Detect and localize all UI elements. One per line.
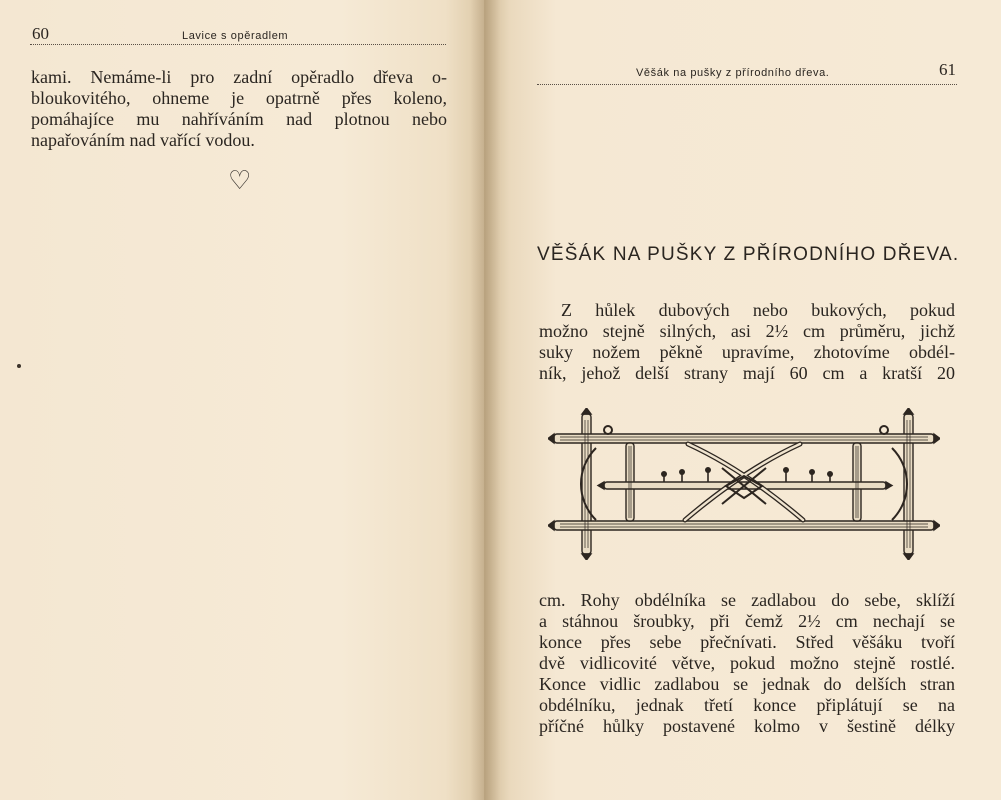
text-line: pomáhajíce mu nahříváním nad plotnou nebo: [31, 109, 447, 129]
text-line: ník, jehož delší strany mají 60 cm a kratší 20: [539, 363, 955, 383]
text-line: napařováním nad vařící vodou.: [31, 130, 255, 150]
text-line: možno stejně silných, asi 2½ cm průměru, jichž: [539, 321, 955, 341]
ink-speck: [17, 364, 21, 368]
text-line: bloukovitého, ohneme je opatrně přes koleno,: [31, 88, 447, 108]
right-page-number: 61: [939, 60, 956, 79]
bottom-rail: [554, 521, 934, 530]
right-running-title-wrap: [636, 64, 829, 80]
text-line: obdélníku, jednak třetí konce připlátují se na: [539, 695, 955, 715]
text-line: a stáhnou šroubky, při čemž 2½ cm nechají se: [539, 611, 955, 631]
right-running-title: Věšák na pušky z přírodního dřeva.: [636, 67, 830, 79]
text-line: dvě vidlicovité větve, pokud možno stejně rostlé.: [539, 653, 955, 673]
text-line: cm. Rohy obdélníka se zadlabou do sebe, sklíží: [539, 590, 955, 610]
text-line: suky nožem pěkně upravíme, zhotovíme obdél-: [539, 342, 955, 362]
gun-rack-illustration: [548, 408, 940, 560]
right-header-rule: [537, 84, 957, 85]
left-header-rule: [30, 44, 446, 45]
top-rail: [554, 434, 934, 443]
left-paragraph: [31, 67, 447, 151]
chapter-heading: VĚŠÁK NA PUŠKY Z PŘÍRODNÍHO DŘEVA.: [537, 244, 960, 265]
left-running-title-wrap: [182, 27, 288, 43]
text-line: kami. Nemáme-li pro zadní opěradlo dřeva o-: [31, 67, 447, 87]
right-paragraph-2: [539, 590, 955, 737]
left-page-number: 60: [32, 24, 49, 43]
left-running-title: Lavice s opěradlem: [182, 30, 289, 42]
left-page: [0, 0, 484, 800]
right-paragraph-1: [539, 300, 955, 384]
left-running-head: [32, 24, 49, 44]
heart-ornament-icon: ♡: [228, 166, 252, 196]
text-line: Konce vidlic zadlabou se jednak do delších stran: [539, 674, 955, 694]
text-line: Z hůlek dubových nebo bukových, pokud: [561, 300, 955, 320]
text-line: konce přes sebe přečnívati. Střed věšáku tvoří: [539, 632, 955, 652]
right-running-head: [939, 60, 956, 80]
text-line: příčné hůlky postavené kolmo v šestině délky: [539, 716, 955, 736]
